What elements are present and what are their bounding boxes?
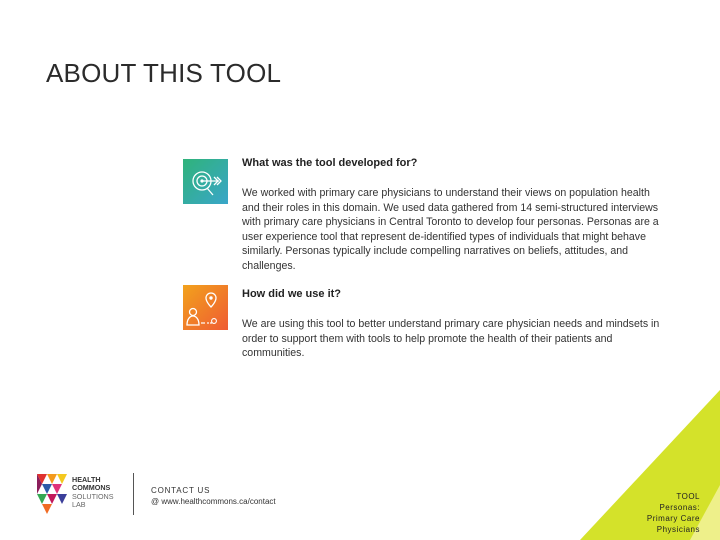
person-pin-icon (183, 285, 228, 330)
section-heading: How did we use it? (242, 288, 342, 300)
logo-line: HEALTH (72, 475, 101, 484)
page-title: ABOUT THIS TOOL (46, 58, 282, 88)
tool-label-line: Personas: (659, 503, 700, 512)
section-body: We worked with primary care physicians to understand their views on population health and their roles in this domain. We used data gathered from 14 semi-structured interviews with primary care physicians in Central Toronto to develop four personas. Personas are a user experience tool that represent de-identified types of individuals that might behave similarly. Personas typically include compelling narratives on beliefs, attitudes, and challenges. (242, 187, 659, 272)
section-body: We are using this tool to better understand primary care physician needs and mindsets in order to support them with tools to help promote the health of their patients and communities. (242, 318, 660, 360)
logo-line: COMMONS (72, 483, 111, 493)
target-icon (183, 159, 228, 204)
tool-label (647, 491, 700, 535)
tool-label-line: Physicians (656, 525, 700, 534)
footer-divider (133, 473, 134, 515)
logo-wordmark (72, 476, 114, 510)
contact-link[interactable]: @ www.healthcommons.ca/contact (151, 497, 276, 506)
tool-label-line: Primary Care (646, 514, 700, 523)
logo-line: LAB (72, 500, 86, 510)
contact-label: CONTACT US (151, 486, 211, 495)
tool-label-line: TOOL (676, 492, 700, 501)
logo-line: SOLUTIONS (72, 491, 114, 501)
section-heading: What was the tool developed for? (242, 157, 418, 169)
